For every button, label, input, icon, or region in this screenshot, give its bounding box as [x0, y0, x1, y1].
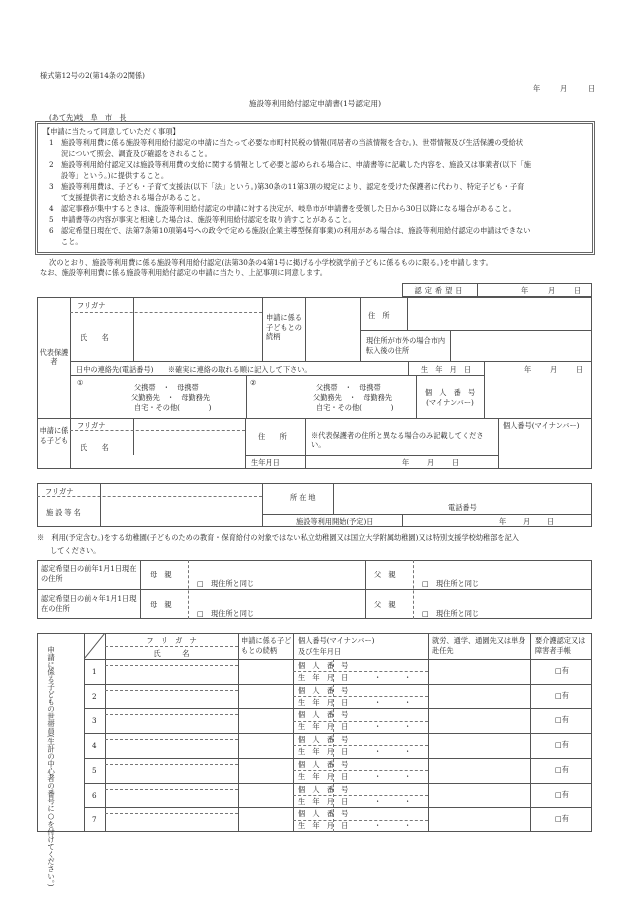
household-row-name-field[interactable] — [106, 692, 237, 707]
form-number: 様式第12号の2(第14条の2関係) — [40, 71, 145, 80]
guardian-mynumber-label: 個 人 番 号 — [424, 388, 476, 397]
guardian-address-label: 住 所 — [368, 311, 390, 320]
household-relation-header: 申請に係る子どもとの続柄 — [241, 636, 292, 656]
household-name-header: 氏 名 — [153, 649, 190, 658]
household-row-care-checkbox[interactable]: □有 — [555, 789, 569, 799]
consent-item-number: 6 — [49, 226, 54, 235]
household-row-birth-label: 生 年 月 日 — [298, 673, 349, 682]
desired-date-label: 認定希望日 — [414, 286, 466, 295]
out-city-address-field[interactable] — [452, 332, 590, 359]
consent-item-number: 3 — [49, 182, 54, 191]
row2-mother-same-checkbox[interactable]: □ 現住所と同じ — [197, 609, 255, 618]
household-row-name-field[interactable] — [106, 716, 237, 731]
child-furigana-label: フリガナ — [77, 421, 106, 430]
contact1-option-1[interactable]: 父携帯 ・ 母携帯 — [134, 383, 199, 392]
consent-item-number: 5 — [49, 215, 54, 224]
household-row-name-field[interactable] — [106, 766, 237, 781]
facility-phone-label: 電話番号 — [448, 503, 477, 512]
birth-dot: ・ — [404, 722, 412, 732]
household-row-birth-label: 生 年 月 日 — [298, 747, 349, 757]
household-row-mynumber-label: 個 人 番 号 — [298, 685, 349, 695]
household-side-label: 申請に係る子どもの世帯員(生計の中心者の番号に○を付けてください。) — [46, 646, 56, 887]
household-row-mynumber-label: 個 人 番 号 — [298, 784, 349, 794]
consent-heading: 【申請に当たって同意していただく事項】 — [43, 127, 180, 136]
birth-dot: ・ — [404, 697, 412, 707]
child-address-note: ※代表保護者の住所と異なる場合のみ記載してください。 — [311, 431, 484, 450]
household-row-birth-label: 生 年 月 日 — [298, 697, 349, 707]
household-row-mynumber-label: 個 人 番 号 — [298, 710, 349, 720]
household-row-care-checkbox[interactable]: □有 — [555, 715, 569, 725]
guardian-section-label: 代表保護者 — [39, 348, 69, 367]
out-city-address-label: 現住所が市外の場合市内転入後の住所 — [366, 336, 446, 356]
addressee: (あて先)岐 阜 市 長 — [49, 113, 127, 122]
household-mynumber-header: 個人番号(マイナンバー) — [298, 636, 375, 645]
household-row-furigana-divider — [105, 764, 238, 765]
child-mynumber-label: 個人番号(マイナンバー) — [503, 421, 580, 430]
household-row-birth-label: 生 年 月 日 — [298, 821, 349, 831]
household-row-number: 4 — [92, 741, 97, 751]
consent-item-text-cont: こと。 — [61, 237, 83, 246]
intro-line-1: 次のとおり、施設等利用費に係る施設等利用給付認定(法第30条の4第1号に掲げる小学校就学前子どもに係るものに限る。)を申請します。 — [49, 258, 493, 267]
consent-item-text: 認定希望日現在で、法第7条第10項第4号への政令で定める施設(企業主導型保育事業)の利用がある場合は、施設等利用給付認定の申請はできない — [61, 226, 531, 235]
household-row-birth-label: 生 年 月 日 — [298, 796, 349, 806]
contact1-option-2[interactable]: 父勤務先 ・ 母勤務先 — [131, 393, 211, 402]
household-row-number: 5 — [92, 765, 97, 775]
household-row-name-field[interactable] — [106, 741, 237, 756]
household-row-number: 1 — [92, 667, 97, 676]
consent-item-text: 施設等利用費に係る施設等利用給付認定の申請に当たって必要な市町村民税の情報(同居者の当該情報を含む。)、世帯情報及び生活保護の受給状 — [61, 138, 524, 147]
contact2-option-1[interactable]: 父携帯 ・ 母携帯 — [316, 383, 381, 392]
birth-dot: ・ — [374, 821, 382, 831]
guardian-address-field[interactable] — [409, 299, 590, 328]
household-row-divider — [84, 758, 592, 759]
contact2-option-2[interactable]: 父勤務先 ・ 母勤務先 — [313, 393, 393, 402]
household-row-number: 6 — [92, 790, 97, 800]
guardian-name-field[interactable] — [135, 316, 260, 358]
household-row-furigana-divider — [105, 690, 238, 691]
date-day: 日 — [588, 84, 596, 93]
guardian-furigana-label: フリガナ — [77, 301, 106, 310]
contact-label: 日中の連絡先(電話番号) ※確実に連絡の取れる順に記入して下さい。 — [76, 365, 312, 374]
consent-item-text: 申請書等の内容が事実と相違した場合は、施設等利用給付認定を取り消すことがあること。 — [61, 215, 356, 224]
facility-name-field[interactable] — [102, 499, 260, 525]
guardian-furigana-field[interactable] — [135, 300, 260, 310]
child-birth-label: 生年月日 — [251, 458, 280, 467]
household-row-care-checkbox[interactable]: □有 — [555, 764, 569, 774]
header-diagonal — [84, 633, 105, 659]
consent-item-text-cont: 設等」という。)に提供すること。 — [61, 171, 169, 180]
household-row-mynumber-label: 個 人 番 号 — [298, 661, 349, 670]
household-row-mynumber-label: 個 人 番 号 — [298, 759, 349, 769]
date-year: 年 — [533, 84, 541, 93]
birth-dot: ・ — [374, 673, 382, 682]
household-row-birth-label: 生 年 月 日 — [298, 771, 349, 781]
form-title: 施設等利用給付認定申請書(1号認定用) — [248, 99, 382, 108]
household-birth-header: 及び生年月日 — [298, 647, 342, 656]
child-furigana-field[interactable] — [135, 420, 243, 429]
date-month: 月 — [560, 84, 568, 93]
guardian-name-label: 氏 名 — [80, 333, 109, 342]
household-row-name-field[interactable] — [106, 815, 237, 830]
consent-item-text: 認定事務が集中するときは、施設等利用給付認定の申請に対する決定が、岐阜市が申請書を受領した日から30日以降になる場合があること。 — [61, 204, 516, 213]
household-row-furigana-divider — [105, 714, 238, 715]
birth-dot: ・ — [404, 821, 412, 831]
guardian-relation-label: 申請に係る子どもとの続柄 — [266, 313, 302, 342]
guardian-relation-field[interactable] — [306, 300, 358, 358]
household-furigana-header: フ リ ガ ナ — [146, 636, 197, 645]
residence-row1-label: 認定希望日の前年1月1日現在の住所 — [41, 564, 137, 584]
guardian-birth-label: 生 年 月 日 — [420, 365, 472, 374]
child-mynumber-field[interactable] — [500, 432, 590, 467]
row2-father-same-checkbox[interactable]: □ 現住所と同じ — [422, 609, 480, 618]
birth-dot: ・ — [404, 747, 412, 757]
contact1-option-3[interactable]: 自宅・その他( ) — [134, 403, 212, 412]
household-row-furigana-divider — [105, 665, 238, 666]
household-row-furigana-divider — [105, 739, 238, 740]
consent-box — [37, 123, 593, 253]
household-row-number: 3 — [92, 716, 97, 726]
birth-dot: ・ — [374, 747, 382, 757]
household-row-care-checkbox[interactable]: □有 — [555, 666, 569, 675]
household-row-mynumber-label: 個 人 番 号 — [298, 735, 349, 745]
household-row-divider — [84, 807, 592, 808]
facility-start-label: 施設等利用開始(予定)日 — [296, 517, 374, 526]
child-address-label: 住 所 — [258, 432, 287, 441]
household-row-mynumber-label: 個 人 番 号 — [298, 809, 349, 819]
household-row-birth-label: 生 年 月 日 — [298, 722, 349, 732]
household-row-furigana-divider — [105, 813, 238, 814]
household-row-divider — [84, 783, 592, 784]
contact2-option-3[interactable]: 自宅・その他( ) — [316, 403, 394, 412]
row1-mother-same-checkbox[interactable]: □ 現住所と同じ — [197, 579, 255, 588]
child-name-label: 氏 名 — [80, 443, 109, 452]
birth-dot: ・ — [404, 673, 412, 682]
household-row-care-checkbox[interactable]: □有 — [555, 690, 569, 700]
household-row-name-field[interactable] — [106, 667, 237, 682]
household-row-furigana-divider — [105, 789, 238, 790]
consent-item-text: 施設等利用費は、子ども・子育て支援法(以下「法」という。)第30条の11第3項の規定により、認定を受けた保護者に代わり、特定子ども・子育 — [61, 182, 525, 191]
consent-item-number: 1 — [49, 138, 54, 147]
facility-furigana-label: フリガナ — [45, 487, 74, 496]
intro-line-2: なお、施設等利用費に係る施設等利用給付認定の申請に当たり、上記事項に同意します。 — [40, 268, 327, 277]
consent-item-text-cont: 況について照会、調査及び確認をされること。 — [61, 149, 212, 158]
birth-dot: ・ — [404, 796, 412, 806]
facility-location-field[interactable] — [335, 485, 590, 503]
household-work-header: 就労、通学、通園先又は単身赴任先 — [432, 636, 526, 656]
birth-dot: ・ — [374, 796, 382, 806]
household-row-name-field[interactable] — [106, 791, 237, 806]
note-line-1: ※ 利用(予定含む。)をする幼稚園(子どものための教育・保育給付の対象ではない私立幼稚園又は国立大学附属幼稚園)又は特別支援学校幼稚部を記入 — [37, 533, 519, 542]
household-row-number: 2 — [92, 691, 97, 701]
birth-dot: ・ — [374, 697, 382, 707]
consent-item-number: 2 — [49, 160, 54, 169]
facility-location-label: 所在地 — [290, 493, 318, 502]
child-section-label: 申請に係る子ども — [39, 426, 69, 445]
facility-furigana-field[interactable] — [102, 485, 260, 494]
household-row-divider — [84, 733, 592, 734]
household-row-divider — [84, 708, 592, 709]
household-row-divider — [84, 684, 592, 685]
household-row-divider — [84, 659, 592, 660]
child-name-field[interactable] — [135, 433, 243, 453]
household-row-care-checkbox[interactable]: □有 — [555, 740, 569, 750]
consent-item-text: 施設等利用給付認定又は施設等利用費の支給に関する情報として必要と認められる場合に、申請書等に記載した内容を、施設又は事業者(以下「施 — [61, 160, 531, 169]
consent-item-number: 4 — [49, 204, 54, 213]
birth-dot: ・ — [374, 722, 382, 732]
guardian-mynumber-field[interactable] — [486, 377, 590, 416]
consent-item-text-cont: て支援提供者に支給される場合があること。 — [61, 193, 205, 202]
row1-father-same-checkbox[interactable]: □ 現住所と同じ — [422, 579, 480, 588]
birth-dot: ・ — [404, 771, 412, 781]
birth-dot: ・ — [374, 771, 382, 781]
facility-name-label: 施設等名 — [46, 508, 83, 517]
note-line-2: してください。 — [50, 546, 101, 555]
household-row-number: 7 — [92, 815, 97, 825]
residence-row2-label: 認定希望日の前々年1月1日現在の住所 — [41, 594, 137, 614]
household-row-care-checkbox[interactable]: □有 — [555, 814, 569, 824]
household-care-header: 要介護認定又は障害者手帳 — [535, 636, 586, 656]
